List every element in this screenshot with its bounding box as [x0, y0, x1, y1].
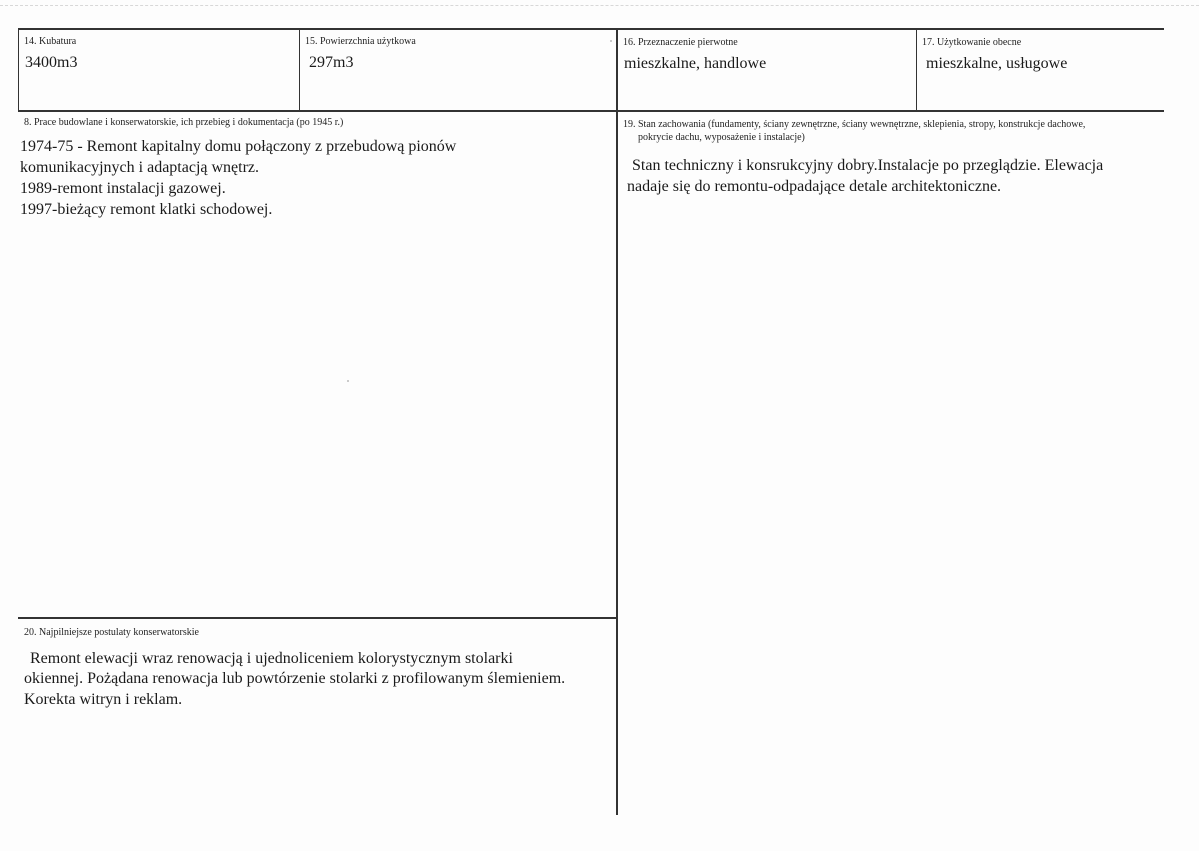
field-19-label: 19. Stan zachowania (fundamenty, ściany zewnętrzne, ściany wewnętrzne, sklepienia, stropy, konstrukcje dachowe,	[623, 119, 1086, 130]
field-20-label: 20. Najpilniejsze postulaty konserwatorskie	[24, 627, 199, 638]
field-19-line: Stan techniczny i konsrukcyjny dobry.Instalacje po przeglądzie. Elewacja	[632, 157, 1104, 174]
divider-16-17	[916, 28, 917, 110]
field-19-label-cont: pokrycie dachu, wyposażenie i instalacje)	[638, 132, 805, 143]
field-20-line: Korekta witryn i reklam.	[24, 691, 183, 708]
field-15-label: 15. Powierzchnia użytkowa	[305, 36, 416, 47]
field-20-line: okiennej. Pożądana renowacja lub powtórzenie stolarki z profilowanym ślemieniem.	[24, 670, 566, 687]
field-15-value: 297m3	[309, 54, 354, 71]
scan-speck	[610, 40, 612, 42]
field-19-line: nadaje się do remontu-odpadające detale architektoniczne.	[627, 178, 1002, 195]
left-border	[18, 28, 19, 110]
field-14-label: 14. Kubatura	[24, 36, 77, 47]
field-20-line: Remont elewacji wraz renowacją i ujednoliceniem kolorystycznym stolarki	[30, 650, 513, 667]
field-16-value: mieszkalne, handlowe	[624, 55, 767, 72]
divider-14-15	[299, 28, 300, 110]
field-8-line: 1989-remont instalacji gazowej.	[20, 180, 226, 197]
scan-speck	[347, 380, 349, 382]
field-8-line: komunikacyjnych i adaptacją wnętrz.	[20, 159, 260, 176]
scan-artifact-top	[0, 5, 1199, 6]
field-8-label: 8. Prace budowlane i konserwatorskie, ich przebieg i dokumentacja (po 1945 r.)	[24, 117, 344, 128]
field-16-label: 16. Przeznaczenie pierwotne	[623, 37, 738, 48]
field-8-line: 1997-bieżący remont klatki schodowej.	[20, 201, 273, 218]
divider-15-16	[616, 28, 618, 815]
field-14-value: 3400m3	[25, 54, 78, 71]
top-border	[18, 28, 1164, 30]
divider-8-20	[18, 617, 618, 619]
row1-bottom-border	[18, 110, 1164, 112]
field-17-value: mieszkalne, usługowe	[926, 55, 1068, 72]
field-17-label: 17. Użytkowanie obecne	[922, 37, 1022, 48]
field-8-line: 1974-75 - Remont kapitalny domu połączony z przebudową pionów	[20, 138, 457, 155]
